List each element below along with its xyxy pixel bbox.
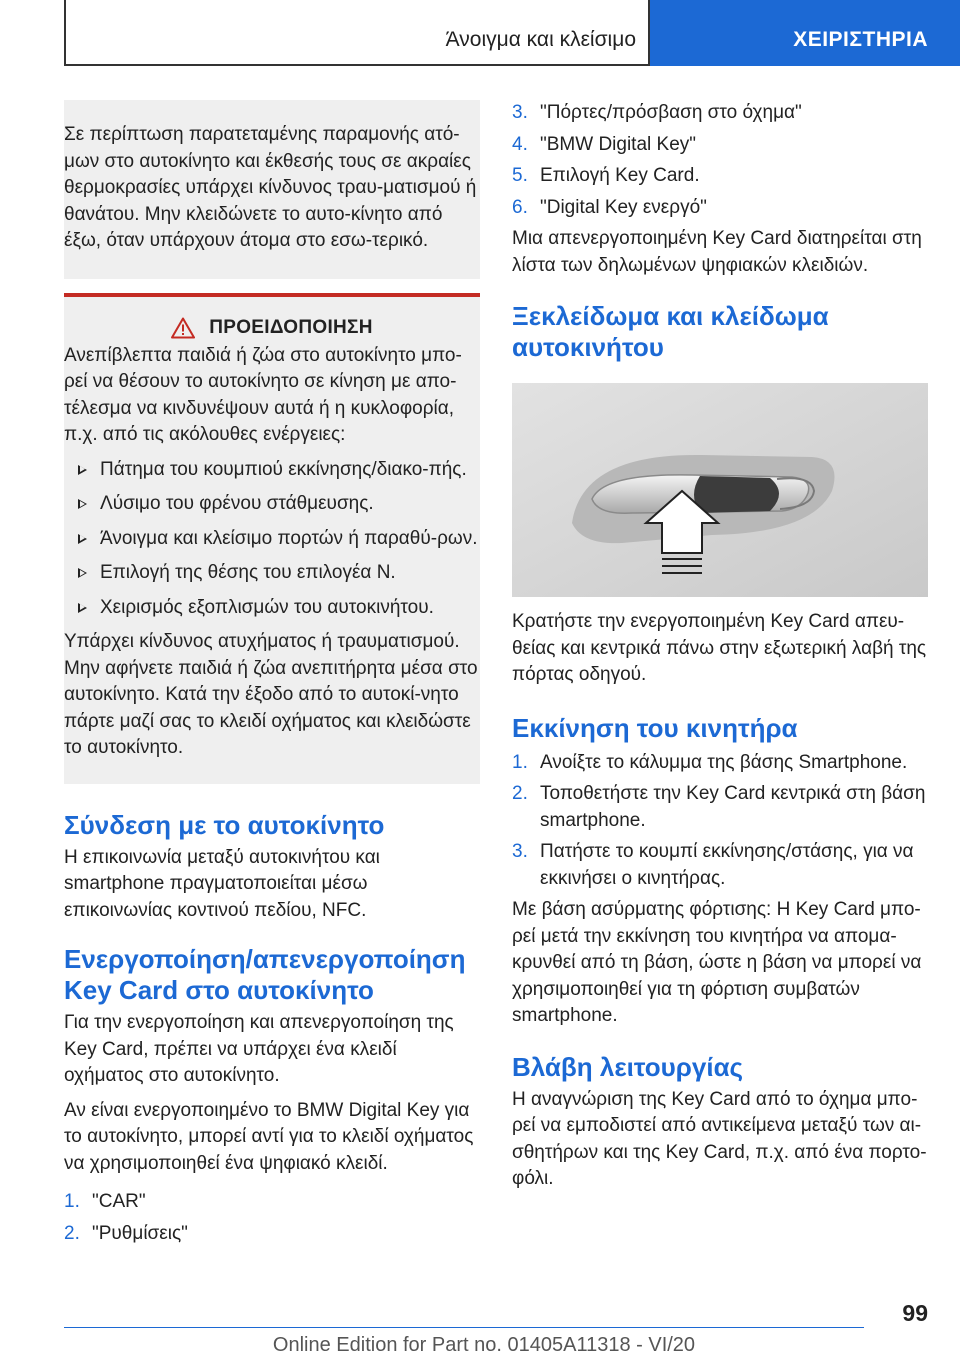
page-header	[0, 0, 960, 66]
warning-triangle-icon	[171, 317, 195, 339]
door-handle-image	[512, 383, 928, 597]
section-title: Άνοιγμα και κλείσιμο	[445, 28, 636, 51]
section-tab	[64, 0, 650, 66]
door-handle-illustration	[512, 383, 928, 597]
chapter-title: ΧΕΙΡΙΣΤΗΡΙΑ	[793, 28, 928, 51]
warning-intro: Ανεπίβλεπτα παιδιά ή ζώα στο αυτοκίνητο μπο-ρεί να θέσουν το αυτοκίνητο σε κίνηση με απο-τέλεσμα να κινδυνέψουν αυτά ή η κυκλοφορία, π.χ. από τις ακόλουθες ενέργειες:	[64, 344, 462, 445]
activate-steps-right	[512, 100, 928, 221]
unlock-heading: Ξεκλείδωμα και κλείδωμα αυτοκινήτου	[512, 301, 829, 362]
list-item: Χειρισμός εξοπλισμών του αυτοκινήτου.	[64, 595, 480, 622]
engine-heading: Εκκίνηση του κινητήρα	[512, 712, 798, 743]
warning-list	[64, 457, 480, 622]
list-item: 6. "Digital Key ενεργό"	[512, 196, 707, 218]
warning-box	[64, 293, 480, 784]
list-item: 3. Πατήστε το κουμπί εκκίνησης/στάσης, για να εκκινήσει ο κινητήρας.	[512, 841, 914, 889]
list-item: 2. Τοποθετήστε την Key Card κεντρικά στη βάση smartphone.	[512, 783, 926, 831]
list-item: Πάτημα του κουμπιού εκκίνησης/διακο-πής.	[64, 457, 480, 484]
right-column	[512, 100, 928, 1193]
bullet-arrow-icon	[78, 465, 87, 475]
list-item: 5. Επιλογή Key Card.	[512, 165, 700, 186]
list-item: Επιλογή της θέσης του επιλογέα N.	[64, 560, 480, 587]
list-item: 2. "Ρυθμίσεις"	[64, 1222, 188, 1244]
list-item: Άνοιγμα και κλείσιμο πορτών ή παραθύ-ρων.	[64, 526, 480, 553]
bullet-arrow-icon	[78, 499, 87, 509]
list-item: 1. Ανοίξτε το κάλυμμα της βάσης Smartphone.	[512, 751, 908, 773]
activate-after-text: Μια απενεργοποιημένη Key Card διατηρείται στη λίστα των δηλωμένων ψηφιακών κλειδιών.	[512, 228, 922, 276]
footer-divider	[64, 1327, 864, 1328]
unlock-text: Κρατήστε την ενεργοποιημένη Key Card απευ-θείας και κεντρικά πάνω στην εξωτερική λαβή της πόρτας οδηγού.	[512, 611, 927, 685]
note-text: Σε περίπτωση παρατεταμένης παραμονής ατό-μων στο αυτοκίνητο και έκθεσής τους σε ακραίες θερμοκρασίες υπάρχει κίνδυνος τραυ-ματισμού ή θανάτου. Μην κλειδώνετε το αυτο-κίνητο από έξω, όταν υπάρχουν άτομα στο εσω-τερικό.	[64, 124, 477, 251]
bullet-arrow-icon	[78, 568, 87, 578]
warning-outro: Υπάρχει κίνδυνος ατυχήματος ή τραυματισμού. Μην αφήνετε παιδιά ή ζώα ανεπιτήρητα μέσα στο αυτοκίνητο. Κατά την έξοδο από το αυτοκί-νητο πάρτε μαζί σας το κλειδί οχήματος και κλειδώστε το αυτοκίνητο.	[64, 631, 478, 758]
list-item: Λύσιμο του φρένου στάθμευσης.	[64, 491, 480, 518]
activate-steps-left	[64, 1189, 480, 1247]
bullet-arrow-icon	[78, 603, 87, 613]
malfunction-heading: Βλάβη λειτουργίας	[512, 1051, 744, 1082]
engine-steps	[512, 750, 928, 893]
header-divider	[64, 0, 66, 66]
page-number: 99	[902, 1300, 928, 1326]
list-item: 3. "Πόρτες/πρόσβαση στο όχημα"	[512, 102, 802, 123]
activate-text-1: Για την ενεργοποίηση και απενεργοποίηση της Key Card, πρέπει να υπάρχει ένα κλειδί οχήματος στο αυτοκίνητο.	[64, 1012, 454, 1086]
connect-text: Η επικοινωνία μεταξύ αυτοκινήτου και smartphone πραγματοποιείται μέσω επικοινωνίας κοντινού πεδίου, NFC.	[64, 846, 380, 921]
list-item: 4. "BMW Digital Key"	[512, 133, 697, 155]
warning-title: ΠΡΟΕΙΔΟΠΟΙΗΣΗ	[209, 316, 373, 338]
malfunction-text: Η αναγνώριση της Key Card από το όχημα μπο-ρεί να εμποδιστεί από αντικείμενα μεταξύ των αι-σθητήρων και της Key Card, π.χ. από ένα πορτο-φόλι.	[512, 1088, 927, 1189]
list-item: 1. "CAR"	[64, 1191, 146, 1212]
connect-heading: Σύνδεση με το αυτοκίνητο	[64, 809, 385, 840]
bullet-arrow-icon	[78, 534, 87, 544]
footer-edition: Online Edition for Part no. 01405A11318 - VI/20	[272, 1334, 696, 1356]
warning-header	[64, 317, 480, 339]
chapter-tab	[650, 0, 960, 66]
left-column	[64, 100, 480, 1252]
note-box	[64, 100, 480, 279]
engine-text: Με βάση ασύρματης φόρτισης: Η Key Card μπο-ρεί μετά την εκκίνηση του κινητήρα να απομα-κρυνθεί από τη βάση, ώστε η βάση να μπορεί να χρησιμοποιηθεί για τη φόρτιση συμβατών smartphone.	[512, 899, 922, 1026]
activate-text-2: Αν είναι ενεργοποιημένο το BMW Digital Key για το αυτοκίνητο, μπορεί αντί για το κλειδί οχήματος να χρησιμοποιηθεί ένα ψηφιακό κλειδί.	[64, 1099, 474, 1174]
activate-heading: Ενεργοποίηση/απενεργοποίηση Key Card στο αυτοκίνητο	[64, 944, 466, 1005]
